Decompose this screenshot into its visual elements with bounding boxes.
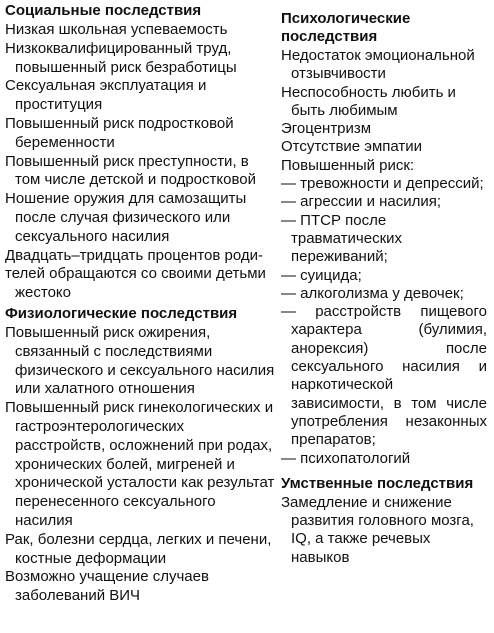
list-item: Двадцать–тридцать процентов роди- bbox=[5, 246, 264, 264]
list-item: Эгоцентризм bbox=[281, 120, 372, 138]
physiological-consequences-list bbox=[5, 324, 277, 606]
list-item: Повышенный риск гинекологических и гастроэнтерологических расстройств, осложнений при родах, хронических болей, мигреней и хронической усталости как результат перенесенного сексуального насилия bbox=[5, 399, 275, 529]
list-item: — тревожности и депрессий; bbox=[281, 175, 484, 193]
social-consequences-heading: Социальные последствия bbox=[5, 2, 202, 19]
list-item: Возможно учащение случаев заболеваний ВИЧ bbox=[5, 568, 209, 605]
list-item: Сексуальная эксплуатация и проституция bbox=[5, 77, 207, 114]
list-item: Недостаток эмоциональной отзывчивости bbox=[281, 47, 475, 83]
list-item: Рак, болезни сердца, легких и печени, костные деформации bbox=[5, 530, 272, 567]
list-item: — агрессии и насилия; bbox=[281, 193, 442, 211]
list-item: Повышенный риск: bbox=[281, 156, 415, 174]
list-item: телей обращаются со своими детьми жестоко bbox=[5, 265, 266, 302]
list-item: — психопатологий bbox=[281, 449, 411, 467]
list-item: Повышенный риск подростковой беременности bbox=[5, 114, 234, 151]
list-item: — суицида; bbox=[281, 266, 362, 284]
list-item: — расстройств пищевого характера (булимия, анорексия) после сексуального насилия и наркотической зависимости, в том числе употребления незаконных препаратов; bbox=[281, 303, 487, 449]
list-item: Ношение оружия для самозащиты после случая физического или сексуального насилия bbox=[5, 190, 247, 245]
mental-consequences-list bbox=[281, 494, 487, 567]
list-item: — ПТСР после травматических переживаний; bbox=[281, 211, 403, 266]
mental-consequences-heading: Умственные последствия bbox=[281, 474, 474, 492]
list-item: Повышенный риск преступности, в том числе детской и подростковой bbox=[5, 152, 256, 189]
list-item: Низкая школьная успеваемость bbox=[5, 21, 228, 38]
list-item: — алкоголизма у девочек; bbox=[281, 284, 464, 302]
psychological-consequences-list bbox=[281, 47, 487, 468]
psychological-consequences-heading: Психологические последствия bbox=[281, 10, 411, 45]
list-item: Низкоквалифицированный труд, повышенный риск безработицы bbox=[5, 39, 237, 76]
list-item: Повышенный риск ожирения, связанный с последствиями физического и сексуального насилия или халатного отношения bbox=[5, 323, 275, 398]
list-item: Отсутствие эмпатии bbox=[281, 138, 423, 156]
right-column bbox=[281, 0, 487, 567]
list-item: Замедление и снижение развития головного мозга, IQ, а также речевых навыков bbox=[281, 493, 474, 566]
social-consequences-list bbox=[5, 21, 277, 303]
left-column bbox=[5, 0, 277, 606]
physiological-consequences-heading: Физиологические последствия bbox=[5, 304, 238, 322]
list-item: Неспособность любить и быть любимым bbox=[281, 83, 456, 119]
